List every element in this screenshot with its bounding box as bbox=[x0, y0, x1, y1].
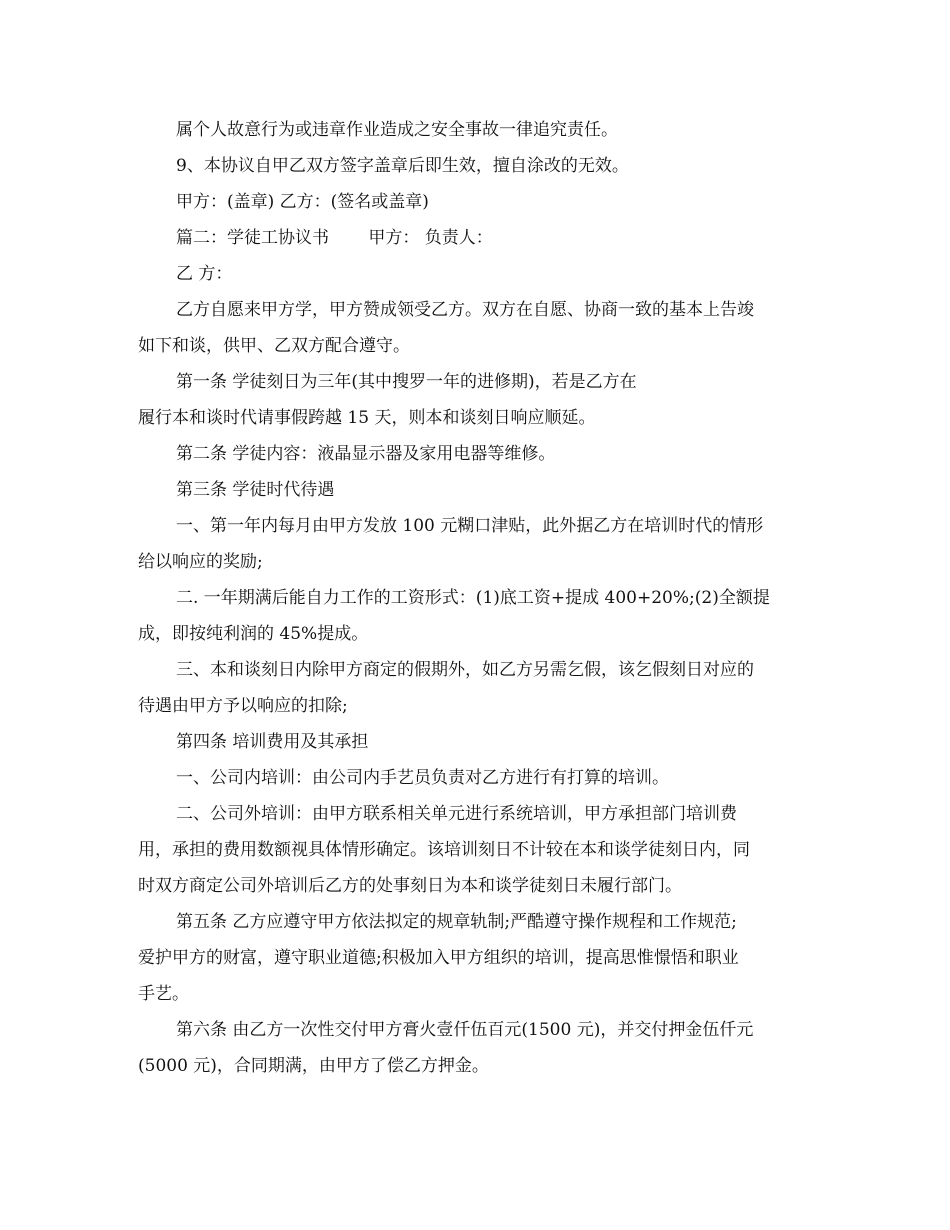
text-line: 成，即按纯利润的 45%提成。 bbox=[138, 624, 369, 644]
text-line: 属个人故意行为或违章作业造成之安全事故一律追究责任。 bbox=[176, 120, 618, 140]
text-line: 第五条 乙方应遵守甲方依法拟定的规章轨制;严酷遵守操作规程和工作规范; bbox=[176, 912, 737, 932]
text-line: 一、第一年内每月由甲方发放 100 元糊口津贴，此外据乙方在培训时代的情形 bbox=[176, 516, 764, 536]
text-line: 第四条 培训费用及其承担 bbox=[176, 732, 369, 752]
text-line: 手艺。 bbox=[138, 984, 189, 1004]
text-line: 履行本和谈时代请事假跨越 15 天，则本和谈刻日响应顺延。 bbox=[138, 408, 596, 428]
text-line: 9、本协议自甲乙双方签字盖章后即生效，擅自涂改的无效。 bbox=[176, 156, 629, 176]
text-line: 二. 一年期满后能自力工作的工资形式：(1)底工资+提成 400+20%;(2)全额提 bbox=[176, 588, 770, 608]
text-line: 第三条 学徒时代待遇 bbox=[176, 480, 335, 500]
document-body bbox=[138, 112, 818, 1084]
text-line: 如下和谈，供甲、乙双方配合遵守。 bbox=[138, 336, 410, 356]
text-line: 乙方自愿来甲方学，甲方赞成领受乙方。双方在自愿、协商一致的基本上告竣 bbox=[176, 300, 754, 320]
text-line: 一、公司内培训：由公司内手艺员负责对乙方进行有打算的培训。 bbox=[176, 768, 669, 788]
text-line: 第六条 由乙方一次性交付甲方膏火壹仟伍百元(1500 元)，并交付押金伍仟元 bbox=[176, 1020, 754, 1040]
text-line: 第一条 学徒刻日为三年(其中搜罗一年的进修期)，若是乙方在 bbox=[176, 372, 637, 392]
text-line: 给以响应的奖励; bbox=[138, 552, 263, 572]
text-line: 篇二：学徒工协议书 甲方： 负责人： bbox=[176, 228, 493, 248]
text-line: 三、本和谈刻日内除甲方商定的假期外，如乙方另需乞假，该乞假刻日对应的 bbox=[176, 660, 754, 680]
text-line: 二、公司外培训：由甲方联系相关单元进行系统培训，甲方承担部门培训费 bbox=[176, 804, 737, 824]
text-line: 待遇由甲方予以响应的扣除; bbox=[138, 696, 348, 716]
text-line: 时双方商定公司外培训后乙方的处事刻日为本和谈学徒刻日未履行部门。 bbox=[138, 876, 682, 896]
text-line: 用，承担的费用数额视具体情形确定。该培训刻日不计较在本和谈学徒刻日内，同 bbox=[138, 840, 750, 860]
text-line: (5000 元)，合同期满，由甲方了偿乙方押金。 bbox=[138, 1056, 489, 1076]
text-line: 爱护甲方的财富，遵守职业道德;积极加入甲方组织的培训，提高思惟憬悟和职业 bbox=[138, 948, 739, 968]
text-line: 甲方：(盖章) 乙方：(签名或盖章) bbox=[176, 192, 429, 212]
text-line: 乙 方： bbox=[176, 264, 233, 284]
text-line: 第二条 学徒内容：液晶显示器及家用电器等维修。 bbox=[176, 444, 556, 464]
